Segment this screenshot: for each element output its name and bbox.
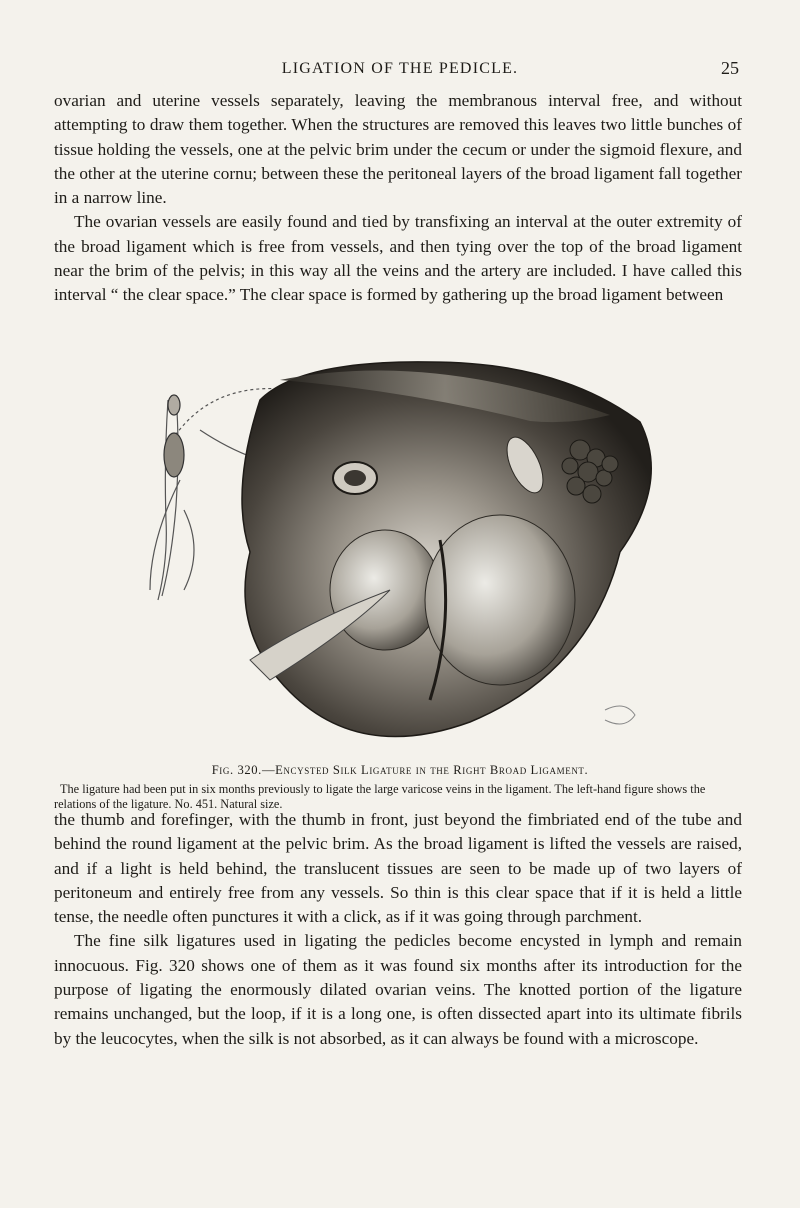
figure-illustration xyxy=(140,360,710,760)
encysted-ligature-illustration xyxy=(140,360,710,760)
figure-label: Fig. 320. xyxy=(211,763,262,777)
page-number: 25 xyxy=(721,58,739,78)
figure-title: Encysted Silk Ligature in the Right Broad Ligament. xyxy=(275,763,589,777)
caption-title: Fig. 320.—Encysted Silk Ligature in the Right Broad Ligament. xyxy=(211,763,589,777)
paragraph: ovarian and uterine vessels separately, leaving the membranous interval free, and without attempting to draw them together. When the structures are removed this leaves two little bunches of tissue holding the vessels, one at the pelvic brim under the cecum or under the sigmoid flexure, and the other at the uterine cornu; between these the peritoneal layers of the broad ligament fall together in a narrow line. xyxy=(54,91,742,208)
figure-caption xyxy=(54,763,746,812)
body-text-top xyxy=(54,89,742,308)
body-text-bottom xyxy=(54,808,742,1051)
broad-ligament-mass xyxy=(242,362,651,737)
paragraph: The fine silk ligatures used in ligating the pedicles become encysted in lymph and remain innocuous. Fig. 320 shows one of them as it was found six months after its introduction for the purpose of ligating the enormously dilated ovarian veins. The knotted portion of the ligature remains unchanged, but the loop, if it is a long one, is often dissected apart into its ultimate fibrils by the leucocytes, when the silk is not absorbed, as it can always be found with a microscope. xyxy=(54,931,742,1048)
caption-description: The ligature had been put in six months previously to ligate the large varicose veins in the ligament. The left-hand figure shows the relations of the ligature. No. 451. Natural size. xyxy=(54,782,706,811)
running-head xyxy=(55,60,745,82)
paragraph: the thumb and forefinger, with the thumb in front, just beyond the fimbriated end of the tube and behind the round ligament at the pelvic brim. As the broad ligament is lifted the vessels are raised, and if a light is held behind, the translucent tissues are seen to be made up of two layers of peritoneum and entirely free from any vessels. So thin is this clear space that if it is held a little tense, the needle often punctures it with a click, as if it was going through parchment. xyxy=(54,810,742,927)
running-title: LIGATION OF THE PEDICLE. xyxy=(281,60,519,77)
paragraph: The ovarian vessels are easily found and tied by transfixing an interval at the outer extremity of the broad ligament which is free from vessels, and then tying over the top of the broad ligament near the brim of the pelvis; in this way all the veins and the artery are included. I have called this interval “ the clear space.” The clear space is formed by gathering up the broad ligament between xyxy=(54,212,742,305)
